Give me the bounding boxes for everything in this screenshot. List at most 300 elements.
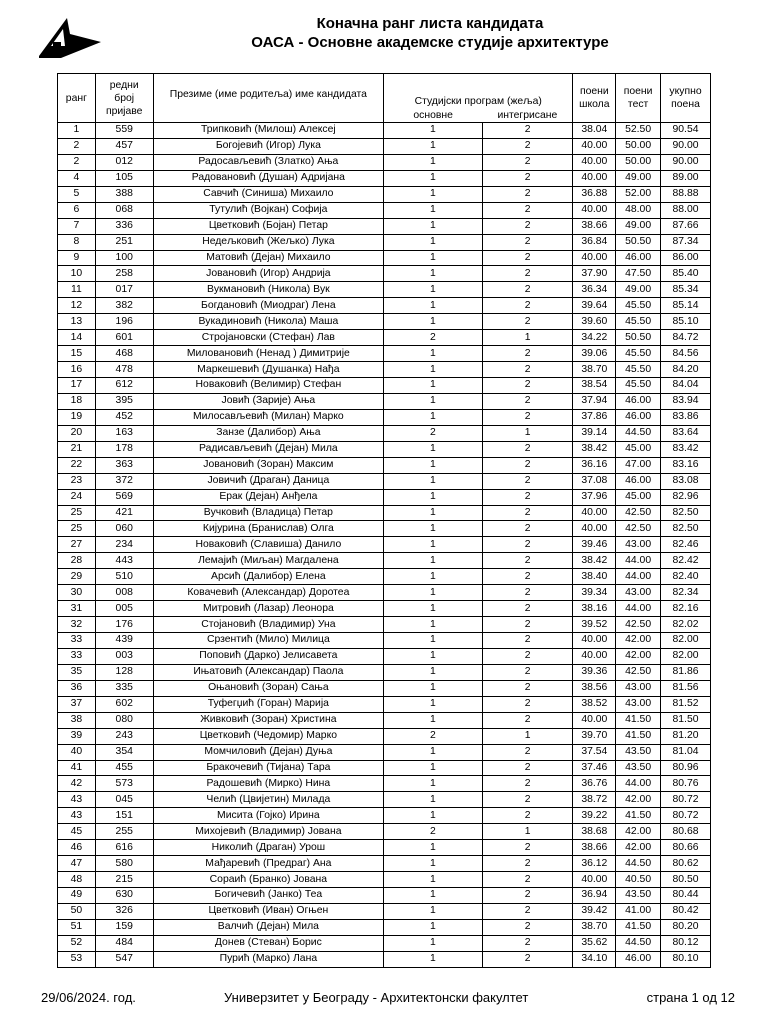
cell-test-points: 42.50	[616, 505, 661, 521]
cell-candidate-name: Митровић (Лазар) Леонора	[153, 601, 383, 617]
cell-school-points: 38.16	[573, 601, 616, 617]
cell-total-points: 84.04	[661, 378, 711, 394]
cell-program-integrated: 2	[482, 298, 573, 314]
cell-program-basic: 2	[383, 330, 482, 346]
table-row	[58, 903, 711, 919]
table-row	[58, 393, 711, 409]
table-row	[58, 330, 711, 346]
cell-total-points: 82.42	[661, 553, 711, 569]
cell-application-number: 251	[95, 234, 153, 250]
cell-program-integrated: 2	[482, 123, 573, 139]
cell-program-integrated: 2	[482, 346, 573, 362]
cell-program-integrated: 2	[482, 282, 573, 298]
cell-candidate-name: Оњановић (Зоран) Сања	[153, 680, 383, 696]
cell-application-number: 008	[95, 585, 153, 601]
table-row	[58, 489, 711, 505]
cell-program-integrated: 2	[482, 441, 573, 457]
cell-candidate-name: Новаковић (Славиша) Данило	[153, 537, 383, 553]
cell-program-basic: 1	[383, 744, 482, 760]
table-row	[58, 776, 711, 792]
cell-rank: 30	[58, 585, 96, 601]
cell-program-integrated: 2	[482, 617, 573, 633]
cell-school-points: 38.66	[573, 218, 616, 234]
cell-rank: 32	[58, 617, 96, 633]
cell-test-points: 45.50	[616, 298, 661, 314]
table-row	[58, 872, 711, 888]
cell-application-number: 178	[95, 441, 153, 457]
cell-program-integrated: 2	[482, 601, 573, 617]
table-row	[58, 919, 711, 935]
cell-program-basic: 1	[383, 457, 482, 473]
cell-total-points: 81.50	[661, 712, 711, 728]
cell-rank: 6	[58, 202, 96, 218]
footer-page-number: страна 1 од 12	[646, 990, 735, 1005]
cell-program-basic: 1	[383, 154, 482, 170]
cell-program-basic: 1	[383, 123, 482, 139]
cell-program-integrated: 2	[482, 218, 573, 234]
cell-test-points: 46.00	[616, 393, 661, 409]
cell-candidate-name: Туфегџић (Горан) Марија	[153, 696, 383, 712]
cell-rank: 8	[58, 234, 96, 250]
cell-program-basic: 1	[383, 617, 482, 633]
cell-total-points: 83.42	[661, 441, 711, 457]
cell-school-points: 36.34	[573, 282, 616, 298]
cell-candidate-name: Богојевић (Игор) Лука	[153, 138, 383, 154]
table-row	[58, 601, 711, 617]
table-row	[58, 585, 711, 601]
cell-application-number: 017	[95, 282, 153, 298]
cell-application-number: 196	[95, 314, 153, 330]
cell-program-basic: 1	[383, 282, 482, 298]
cell-test-points: 45.50	[616, 362, 661, 378]
cell-test-points: 43.00	[616, 585, 661, 601]
cell-test-points: 48.00	[616, 202, 661, 218]
cell-program-integrated: 2	[482, 664, 573, 680]
cell-rank: 7	[58, 218, 96, 234]
cell-program-basic: 1	[383, 314, 482, 330]
cell-application-number: 326	[95, 903, 153, 919]
ranking-table-body	[58, 123, 711, 968]
cell-test-points: 52.00	[616, 186, 661, 202]
cell-school-points: 40.00	[573, 648, 616, 664]
cell-candidate-name: Стројановски (Стефан) Лав	[153, 330, 383, 346]
cell-program-integrated: 2	[482, 553, 573, 569]
cell-application-number: 395	[95, 393, 153, 409]
cell-application-number: 215	[95, 872, 153, 888]
cell-total-points: 87.66	[661, 218, 711, 234]
cell-program-basic: 1	[383, 362, 482, 378]
cell-school-points: 40.00	[573, 250, 616, 266]
cell-rank: 35	[58, 664, 96, 680]
cell-program-integrated: 2	[482, 537, 573, 553]
cell-test-points: 41.00	[616, 903, 661, 919]
cell-total-points: 80.42	[661, 903, 711, 919]
table-row	[58, 138, 711, 154]
cell-school-points: 39.36	[573, 664, 616, 680]
cell-rank: 33	[58, 633, 96, 649]
cell-application-number: 510	[95, 569, 153, 585]
cell-rank: 48	[58, 872, 96, 888]
cell-program-integrated: 2	[482, 266, 573, 282]
cell-program-basic: 1	[383, 346, 482, 362]
footer-institution: Универзитет у Београду - Архитектонски факултет	[224, 990, 529, 1005]
cell-total-points: 83.86	[661, 409, 711, 425]
table-row	[58, 154, 711, 170]
cell-candidate-name: Цветковић (Чедомир) Марко	[153, 728, 383, 744]
table-row	[58, 888, 711, 904]
cell-test-points: 44.00	[616, 601, 661, 617]
table-row	[58, 314, 711, 330]
cell-candidate-name: Вукмановић (Никола) Вук	[153, 282, 383, 298]
cell-test-points: 45.50	[616, 314, 661, 330]
cell-test-points: 44.50	[616, 425, 661, 441]
cell-rank: 18	[58, 393, 96, 409]
cell-candidate-name: Стојановић (Владимир) Уна	[153, 617, 383, 633]
cell-test-points: 41.50	[616, 728, 661, 744]
cell-program-integrated: 2	[482, 202, 573, 218]
cell-rank: 29	[58, 569, 96, 585]
cell-total-points: 80.62	[661, 856, 711, 872]
cell-rank: 47	[58, 856, 96, 872]
table-row	[58, 840, 711, 856]
cell-school-points: 40.00	[573, 872, 616, 888]
cell-application-number: 569	[95, 489, 153, 505]
cell-program-basic: 1	[383, 856, 482, 872]
cell-total-points: 82.50	[661, 521, 711, 537]
cell-application-number: 455	[95, 760, 153, 776]
cell-school-points: 36.76	[573, 776, 616, 792]
cell-rank: 45	[58, 824, 96, 840]
cell-application-number: 003	[95, 648, 153, 664]
cell-program-integrated: 2	[482, 840, 573, 856]
cell-candidate-name: Радовановић (Душан) Адријана	[153, 170, 383, 186]
cell-school-points: 38.56	[573, 680, 616, 696]
cell-program-basic: 1	[383, 808, 482, 824]
cell-application-number: 439	[95, 633, 153, 649]
cell-application-number: 580	[95, 856, 153, 872]
cell-rank: 43	[58, 808, 96, 824]
cell-program-integrated: 2	[482, 378, 573, 394]
cell-candidate-name: Валчић (Дејан) Мила	[153, 919, 383, 935]
cell-program-basic: 1	[383, 138, 482, 154]
cell-test-points: 44.50	[616, 935, 661, 951]
cell-total-points: 90.54	[661, 123, 711, 139]
cell-program-basic: 1	[383, 776, 482, 792]
cell-test-points: 42.50	[616, 617, 661, 633]
cell-program-basic: 1	[383, 234, 482, 250]
table-row	[58, 935, 711, 951]
cell-program-integrated: 2	[482, 776, 573, 792]
cell-application-number: 159	[95, 919, 153, 935]
table-row	[58, 346, 711, 362]
cell-total-points: 81.52	[661, 696, 711, 712]
cell-total-points: 80.66	[661, 840, 711, 856]
cell-school-points: 37.08	[573, 473, 616, 489]
cell-program-basic: 1	[383, 170, 482, 186]
cell-rank: 51	[58, 919, 96, 935]
cell-candidate-name: Трипковић (Милош) Алексеј	[153, 123, 383, 139]
cell-test-points: 42.00	[616, 824, 661, 840]
table-row	[58, 218, 711, 234]
cell-test-points: 49.00	[616, 170, 661, 186]
cell-application-number: 457	[95, 138, 153, 154]
cell-school-points: 39.22	[573, 808, 616, 824]
cell-program-integrated: 2	[482, 138, 573, 154]
cell-candidate-name: Николић (Драган) Урош	[153, 840, 383, 856]
cell-rank: 24	[58, 489, 96, 505]
cell-school-points: 36.12	[573, 856, 616, 872]
cell-candidate-name: Јовановић (Зоран) Максим	[153, 457, 383, 473]
table-row	[58, 728, 711, 744]
cell-program-basic: 1	[383, 840, 482, 856]
cell-total-points: 88.00	[661, 202, 711, 218]
cell-candidate-name: Вучковић (Владица) Петар	[153, 505, 383, 521]
cell-rank: 14	[58, 330, 96, 346]
cell-school-points: 38.52	[573, 696, 616, 712]
cell-rank: 38	[58, 712, 96, 728]
cell-total-points: 80.50	[661, 872, 711, 888]
cell-test-points: 45.00	[616, 441, 661, 457]
cell-test-points: 40.50	[616, 872, 661, 888]
cell-application-number: 382	[95, 298, 153, 314]
cell-school-points: 37.96	[573, 489, 616, 505]
cell-school-points: 37.94	[573, 393, 616, 409]
cell-rank: 4	[58, 170, 96, 186]
cell-candidate-name: Јовановић (Игор) Андрија	[153, 266, 383, 282]
cell-candidate-name: Донев (Стеван) Борис	[153, 935, 383, 951]
cell-program-basic: 1	[383, 505, 482, 521]
cell-total-points: 82.34	[661, 585, 711, 601]
cell-school-points: 40.00	[573, 505, 616, 521]
cell-program-integrated: 2	[482, 919, 573, 935]
cell-total-points: 80.72	[661, 792, 711, 808]
cell-program-integrated: 2	[482, 951, 573, 967]
cell-application-number: 176	[95, 617, 153, 633]
cell-test-points: 52.50	[616, 123, 661, 139]
cell-program-basic: 1	[383, 378, 482, 394]
cell-program-integrated: 2	[482, 903, 573, 919]
cell-application-number: 388	[95, 186, 153, 202]
table-row	[58, 362, 711, 378]
cell-application-number: 573	[95, 776, 153, 792]
cell-program-basic: 1	[383, 250, 482, 266]
cell-application-number: 151	[95, 808, 153, 824]
cell-program-basic: 1	[383, 633, 482, 649]
document-subtitle: ОАСА - Основне академске студије архитектуре	[251, 34, 609, 51]
cell-program-basic: 1	[383, 760, 482, 776]
table-row	[58, 760, 711, 776]
cell-total-points: 84.72	[661, 330, 711, 346]
cell-total-points: 83.08	[661, 473, 711, 489]
cell-program-basic: 1	[383, 872, 482, 888]
table-row	[58, 409, 711, 425]
cell-program-integrated: 2	[482, 393, 573, 409]
cell-total-points: 90.00	[661, 138, 711, 154]
cell-test-points: 41.50	[616, 712, 661, 728]
cell-rank: 52	[58, 935, 96, 951]
cell-program-integrated: 1	[482, 728, 573, 744]
cell-total-points: 85.40	[661, 266, 711, 282]
cell-program-integrated: 2	[482, 521, 573, 537]
header-program-basic: основне	[383, 109, 482, 123]
cell-rank: 33	[58, 648, 96, 664]
cell-application-number: 612	[95, 378, 153, 394]
cell-rank: 12	[58, 298, 96, 314]
cell-candidate-name: Лемајић (Миљан) Магдалена	[153, 553, 383, 569]
cell-school-points: 38.72	[573, 792, 616, 808]
cell-rank: 46	[58, 840, 96, 856]
footer-date: 29/06/2024. год.	[41, 990, 136, 1005]
cell-rank: 50	[58, 903, 96, 919]
header-application-number: редни број пријаве	[95, 74, 153, 123]
cell-total-points: 82.02	[661, 617, 711, 633]
cell-test-points: 43.50	[616, 888, 661, 904]
cell-school-points: 38.54	[573, 378, 616, 394]
cell-application-number: 335	[95, 680, 153, 696]
cell-program-integrated: 1	[482, 824, 573, 840]
cell-candidate-name: Јовић (Зарије) Ања	[153, 393, 383, 409]
cell-program-integrated: 2	[482, 234, 573, 250]
table-row	[58, 569, 711, 585]
cell-school-points: 39.46	[573, 537, 616, 553]
cell-rank: 53	[58, 951, 96, 967]
cell-test-points: 46.00	[616, 473, 661, 489]
cell-candidate-name: Поповић (Дарко) Јелисавета	[153, 648, 383, 664]
cell-school-points: 40.00	[573, 138, 616, 154]
cell-total-points: 80.10	[661, 951, 711, 967]
cell-rank: 21	[58, 441, 96, 457]
cell-total-points: 82.96	[661, 489, 711, 505]
cell-candidate-name: Јовичић (Драган) Даница	[153, 473, 383, 489]
cell-test-points: 45.00	[616, 489, 661, 505]
cell-program-basic: 1	[383, 935, 482, 951]
cell-total-points: 87.34	[661, 234, 711, 250]
cell-candidate-name: Мађаревић (Предраг) Ана	[153, 856, 383, 872]
cell-test-points: 44.00	[616, 569, 661, 585]
cell-test-points: 49.00	[616, 282, 661, 298]
cell-application-number: 080	[95, 712, 153, 728]
cell-school-points: 36.88	[573, 186, 616, 202]
cell-school-points: 37.54	[573, 744, 616, 760]
cell-program-basic: 1	[383, 266, 482, 282]
cell-total-points: 84.56	[661, 346, 711, 362]
cell-application-number: 372	[95, 473, 153, 489]
cell-program-basic: 1	[383, 712, 482, 728]
cell-school-points: 36.94	[573, 888, 616, 904]
cell-candidate-name: Радосављевић (Златко) Ања	[153, 154, 383, 170]
cell-candidate-name: Живковић (Зоран) Христина	[153, 712, 383, 728]
cell-school-points: 38.68	[573, 824, 616, 840]
cell-candidate-name: Богдановић (Миодраг) Лена	[153, 298, 383, 314]
cell-program-basic: 1	[383, 919, 482, 935]
cell-rank: 13	[58, 314, 96, 330]
table-row	[58, 170, 711, 186]
cell-candidate-name: Ерак (Дејан) Анђела	[153, 489, 383, 505]
table-row	[58, 505, 711, 521]
table-row	[58, 234, 711, 250]
cell-candidate-name: Цветковић (Бојан) Петар	[153, 218, 383, 234]
cell-total-points: 83.16	[661, 457, 711, 473]
cell-school-points: 39.14	[573, 425, 616, 441]
cell-application-number: 354	[95, 744, 153, 760]
cell-program-integrated: 2	[482, 473, 573, 489]
cell-candidate-name: Маркешевић (Душанка) Нађа	[153, 362, 383, 378]
cell-rank: 5	[58, 186, 96, 202]
cell-rank: 15	[58, 346, 96, 362]
cell-program-basic: 2	[383, 728, 482, 744]
cell-program-integrated: 2	[482, 457, 573, 473]
header-rank: ранг	[58, 74, 96, 123]
cell-test-points: 47.50	[616, 266, 661, 282]
table-row	[58, 792, 711, 808]
cell-candidate-name: Пурић (Марко) Лана	[153, 951, 383, 967]
cell-test-points: 42.00	[616, 648, 661, 664]
cell-test-points: 44.50	[616, 856, 661, 872]
cell-school-points: 39.06	[573, 346, 616, 362]
table-row	[58, 378, 711, 394]
table-row	[58, 441, 711, 457]
cell-program-basic: 1	[383, 409, 482, 425]
cell-school-points: 39.42	[573, 903, 616, 919]
cell-program-integrated: 2	[482, 409, 573, 425]
cell-program-basic: 1	[383, 696, 482, 712]
cell-candidate-name: Богичевић (Јанко) Теа	[153, 888, 383, 904]
table-row	[58, 521, 711, 537]
cell-rank: 28	[58, 553, 96, 569]
cell-application-number: 602	[95, 696, 153, 712]
cell-program-basic: 1	[383, 648, 482, 664]
cell-rank: 31	[58, 601, 96, 617]
cell-school-points: 39.52	[573, 617, 616, 633]
cell-program-integrated: 2	[482, 569, 573, 585]
cell-program-integrated: 2	[482, 489, 573, 505]
cell-program-integrated: 2	[482, 888, 573, 904]
cell-school-points: 34.10	[573, 951, 616, 967]
cell-test-points: 45.50	[616, 378, 661, 394]
cell-application-number: 243	[95, 728, 153, 744]
cell-application-number: 452	[95, 409, 153, 425]
cell-rank: 17	[58, 378, 96, 394]
cell-rank: 19	[58, 409, 96, 425]
header-program-integrated: интегрисане	[482, 109, 573, 123]
cell-program-integrated: 2	[482, 856, 573, 872]
header-study-program: Студијски програм (жеља)	[383, 74, 572, 110]
cell-program-integrated: 2	[482, 696, 573, 712]
cell-total-points: 81.86	[661, 664, 711, 680]
cell-rank: 42	[58, 776, 96, 792]
cell-test-points: 50.00	[616, 138, 661, 154]
cell-test-points: 46.00	[616, 250, 661, 266]
cell-total-points: 80.44	[661, 888, 711, 904]
cell-total-points: 89.00	[661, 170, 711, 186]
cell-application-number: 068	[95, 202, 153, 218]
cell-candidate-name: Арсић (Далибор) Елена	[153, 569, 383, 585]
cell-program-basic: 1	[383, 473, 482, 489]
header-total-points: укупно поена	[661, 74, 711, 123]
cell-test-points: 49.00	[616, 218, 661, 234]
cell-school-points: 38.42	[573, 441, 616, 457]
cell-test-points: 41.50	[616, 808, 661, 824]
cell-program-integrated: 2	[482, 250, 573, 266]
cell-candidate-name: Цветковић (Иван) Огњен	[153, 903, 383, 919]
cell-program-basic: 1	[383, 951, 482, 967]
cell-test-points: 42.50	[616, 664, 661, 680]
cell-total-points: 80.72	[661, 808, 711, 824]
cell-application-number: 363	[95, 457, 153, 473]
table-row	[58, 696, 711, 712]
table-row	[58, 664, 711, 680]
cell-program-basic: 1	[383, 489, 482, 505]
